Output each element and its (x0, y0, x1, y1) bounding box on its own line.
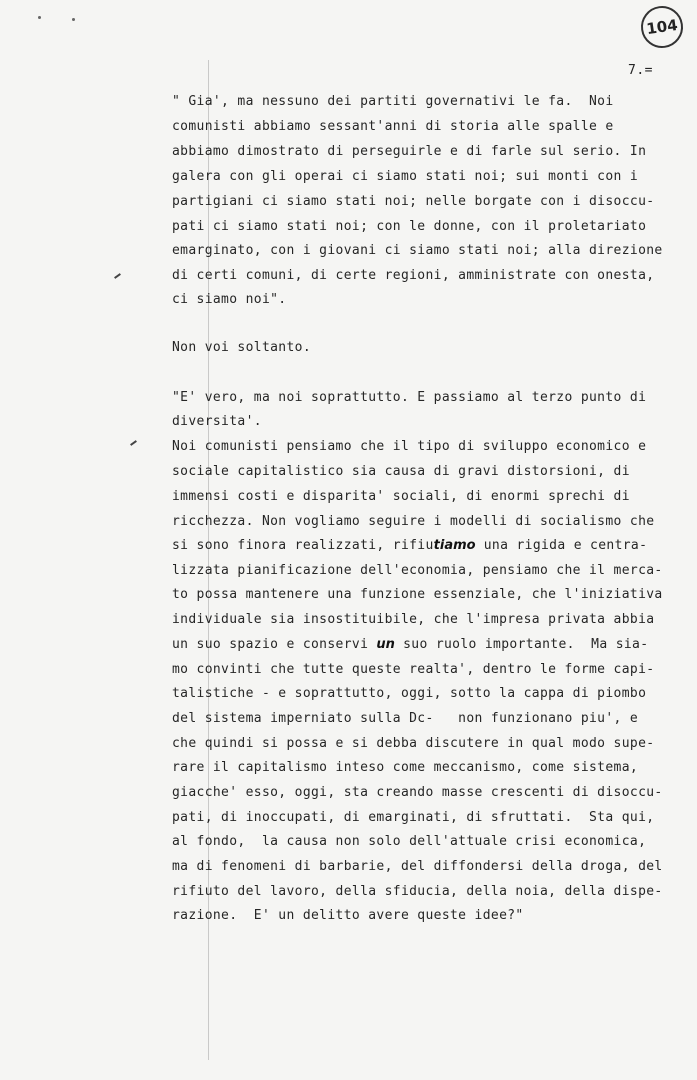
page-number: 7.= (628, 63, 653, 78)
text-line: del sistema imperniato sulla Dc- non funzionano piu', e (172, 711, 639, 726)
text-line: talistiche - e soprattutto, oggi, sotto la cappa di piombo (172, 686, 647, 701)
text-segment: un suo spazio e conservi (172, 637, 377, 652)
text-line: sociale capitalistico sia causa di gravi distorsioni, di (172, 464, 630, 479)
text-line: partigiani ci siamo stati noi; nelle borgate con i disoccu- (172, 194, 655, 209)
text-line: rare il capitalismo inteso come meccanismo, come sistema, (172, 760, 639, 775)
text-line: individuale sia insostituibile, che l'impresa privata abbia (172, 612, 655, 627)
text-line: ci siamo noi". (172, 292, 287, 307)
text-segment: suo ruolo importante. Ma sia- (394, 637, 649, 652)
text-line: " Gia', ma nessuno dei partiti governativi le fa. Noi (172, 94, 614, 109)
text-line: di certi comuni, di certe regioni, amministrate con onesta, (172, 268, 655, 283)
text-line: ricchezza. Non vogliamo seguire i modelli di socialismo che (172, 514, 655, 529)
text-line: rifiuto del lavoro, della sfiducia, della noia, della dispe- (172, 884, 663, 899)
text-line: lizzata pianificazione dell'economia, pensiamo che il merca- (172, 563, 663, 578)
text-line (172, 637, 648, 653)
text-line: to possa mantenere una funzione essenziale, che l'iniziativa (172, 587, 663, 602)
text-line: galera con gli operai ci siamo stati noi; sui monti con i (172, 169, 639, 184)
text-line: che quindi si possa e si debba discutere in qual modo supe- (172, 736, 655, 751)
text-line (172, 538, 647, 554)
text-line: ma di fenomeni di barbarie, del diffondersi della droga, del (172, 859, 663, 874)
text-line: "E' vero, ma noi soprattutto. E passiamo al terzo punto di (172, 390, 647, 405)
text-segment: una rigida e centra- (475, 538, 648, 553)
text-line: diversita'. (172, 414, 262, 429)
text-line: pati, di inoccupati, di emarginati, di sfruttati. Sta qui, (172, 810, 655, 825)
text-line: emarginato, con i giovani ci siamo stati noi; alla direzione (172, 243, 663, 258)
text-line: abbiamo dimostrato di perseguirle e di farle sul serio. In (172, 144, 647, 159)
text-line: immensi costi e disparita' sociali, di enormi sprechi di (172, 489, 630, 504)
speck (72, 18, 75, 21)
text-line: giacche' esso, oggi, sta creando masse crescenti di disoccu- (172, 785, 663, 800)
text-line: mo convinti che tutte queste realta', dentro le forme capi- (172, 662, 655, 677)
text-line: razione. E' un delitto avere queste idee?" (172, 908, 524, 923)
margin-mark (130, 440, 137, 446)
text-line: Noi comunisti pensiamo che il tipo di sviluppo economico e (172, 439, 647, 454)
text-line: al fondo, la causa non solo dell'attuale crisi economica, (172, 834, 647, 849)
margin-mark (114, 273, 121, 279)
speck (38, 16, 41, 19)
text-line: comunisti abbiamo sessant'anni di storia alle spalle e (172, 119, 614, 134)
text-line: pati ci siamo stati noi; con le donne, con il proletariato (172, 219, 647, 234)
archive-stamp: 104 (638, 3, 685, 50)
handwritten-correction: tiamo (433, 538, 476, 553)
handwritten-correction: un (376, 637, 395, 652)
text-segment: si sono finora realizzati, rifiu (172, 538, 434, 553)
question-line: Non voi soltanto. (172, 340, 312, 355)
